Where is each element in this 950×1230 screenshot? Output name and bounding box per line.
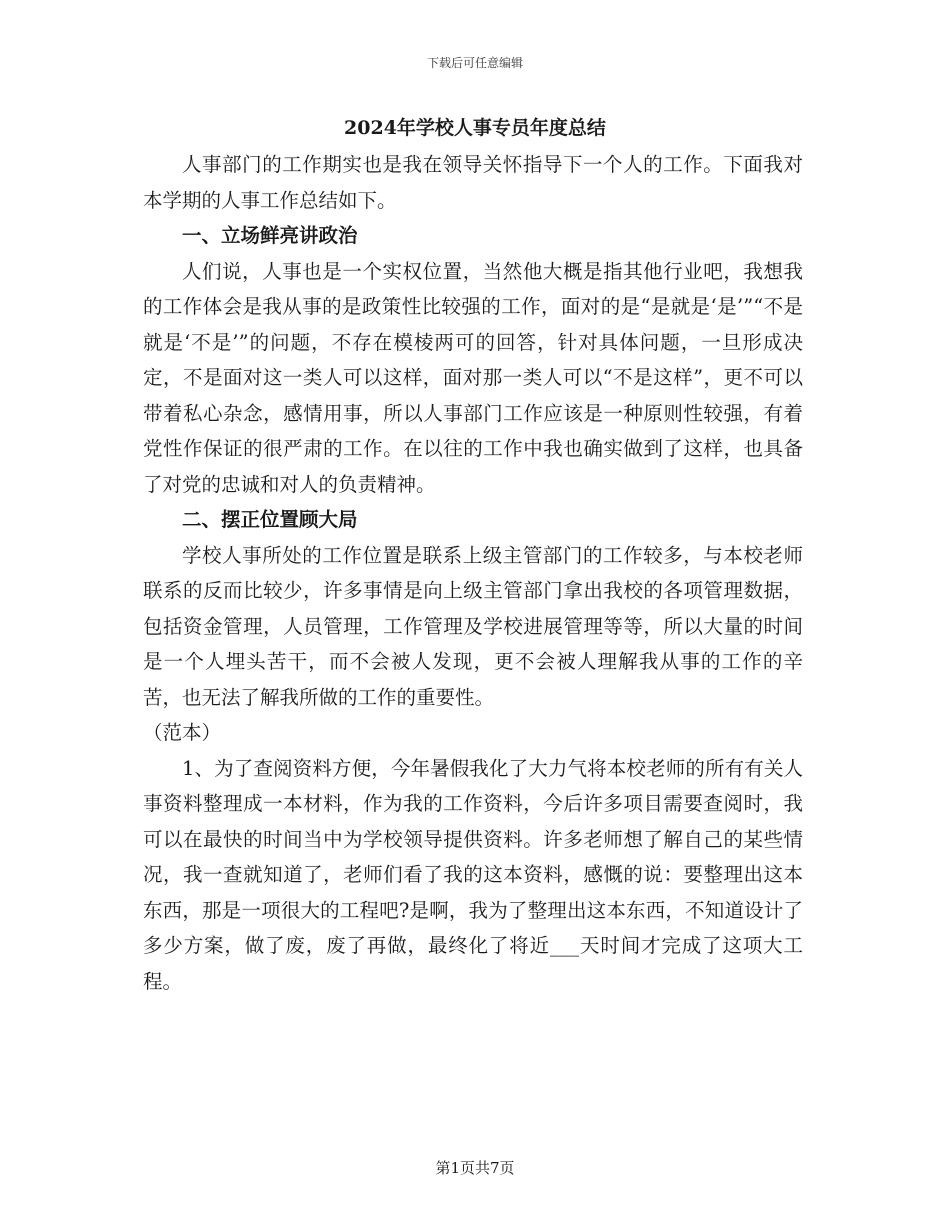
paragraph-position: 学校人事所处的工作位置是联系上级主管部门的工作较多，与本校老师联系的反而比较少，许多事情是向上级主管部门拿出我校的各项管理数据，包括资金管理，人员管理，工作管理及学校进展管理等等，所以大量的时间是一个人埋头苦干，而不会被人发现，更不会被人理解我从事的工作的辛苦，也无法了解我所做的工作的重要性。 (143, 543, 803, 709)
paragraph-item-1: 1、为了查阅资料方便，今年暑假我化了大力气将本校老师的所有有关人事资料整理成一本材料，作为我的工作资料，今后许多项目需要查阅时，我可以在最快的时间当中为学校领导提供资料。许多老师想了解自己的某些情况，我一查就知道了，老师们看了我的这本资料，感慨的说：要整理出这本东西，那是一项很大的工程吧?是啊，我为了整理出这本东西，不知道设计了多少方案，做了废，废了再做，最终化了将近___天时间才完成了这项大工程。 (143, 756, 803, 993)
paragraph-politics: 人们说，人事也是一个实权位置，当然他大概是指其他行业吧，我想我的工作体会是我从事的是政策性比较强的工作，面对的是“是就是‘是’”“不是就是‘不是’”的问题，不存在模棱两可的回答，针对具体问题，一旦形成决定，不是面对这一类人可以这样，面对那一类人可以“不是这样”，更不可以带着私心杂念，感情用事，所以人事部门工作应该是一种原则性较强，有着党性作保证的很严肃的工作。在以往的工作中我也确实做到了这样，也具备了对党的忠诚和对人的负责精神。 (143, 259, 803, 496)
section-heading-1: 一、立场鲜亮讲政治 (182, 224, 358, 247)
page-number-footer: 第1页共7页 (435, 1159, 515, 1177)
section-heading-2: 二、摆正位置顾大局 (182, 508, 358, 531)
header-note: 下载后可任意编辑 (426, 56, 523, 70)
template-note: （范本） (143, 721, 222, 744)
document-title: 2024年学校人事专员年度总结 (344, 117, 606, 139)
document-body (143, 147, 803, 999)
intro-paragraph: 人事部门的工作期实也是我在领导关怀指导下一个人的工作。下面我对本学期的人事工作总结如下。 (143, 153, 803, 212)
